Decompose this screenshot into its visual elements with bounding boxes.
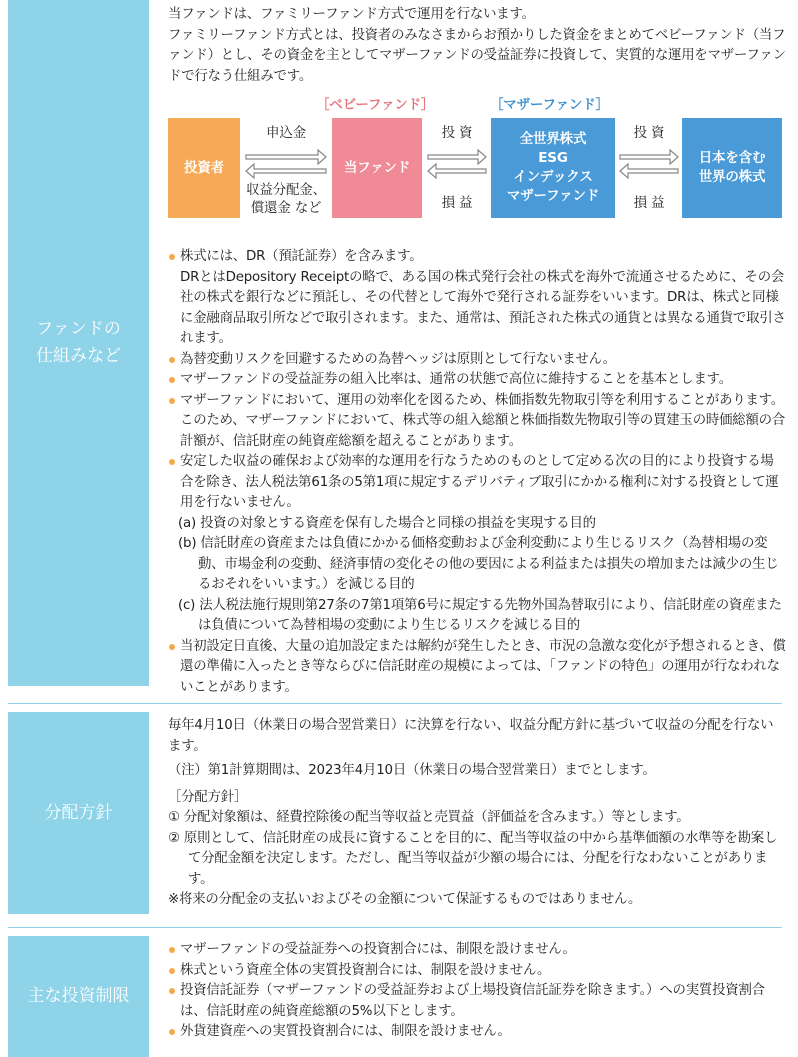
bullet-dr: 株式には、DR（預託証券）を含みます。 DRとはDepository Receiptの略で、ある国の株式発行会社の株式を海外で流通させるために、その会社の株式を銀行などに預託し、その代替として海外で発行される証券をいいます。DRは、株式と同様に金融商品取引所などで取引されます。また、通常は、預託された株式の通貨とは異なる通貨で取引されます。 <box>168 247 786 350</box>
flow2-top-label: 投 資 <box>441 125 473 141</box>
distribution-item2: ② 原則として、信託財産の成長に資することを目的に、配当等収益の中から基準価額の水準等を勘案して分配金額を決定します。ただし、配当等収益が少額の場合には、分配を行なわないことがあります。 <box>168 830 778 887</box>
distribution-body <box>168 716 786 911</box>
sub-item-b: (b) 信託財産の資産または負債にかかる価格変動および金利変動により生じるリスク（為替相場の変動、市場金利の変動、経済事情の変化その他の要因による利益または損失の増加または減少の生じるおそれをいいます。）を減じる目的 <box>178 536 779 592</box>
distribution-label-text: 分配方針 <box>44 802 113 823</box>
flow3-top-label: 投 資 <box>633 125 665 141</box>
target-box-text: 日本を含む 世界の株式 <box>698 150 766 185</box>
distribution-note: ※将来の分配金の支払いおよびその金額について保証するものではありません。 <box>168 892 642 907</box>
bullet-ratio: マザーファンドの受益証券の組入比率は、通常の状態で高位に維持することを基本とします。 <box>168 370 786 391</box>
bullet-initial: 当初設定日直後、大量の追加設定または解約が発生したとき、市況の急激な変化が予想されるとき、償還の準備に入ったとき等ならびに信託財産の規模によっては、「ファンドの特色」の運用が行なわれないことがあります。 <box>168 637 786 699</box>
restrictions-body <box>168 940 786 1043</box>
this-fund-box <box>332 118 422 218</box>
this-fund-box-text: 当ファンド <box>343 159 411 176</box>
distribution-heading: ［分配方針］ <box>168 789 248 805</box>
restriction-1: マザーファンドの受益証券への投資割合には、制限を設けません。 <box>168 940 786 961</box>
distribution-para1: 毎年4月10日（休業日の場合翌営業日）に決算を行ない、収益分配方針に基づいて収益の分配を行ないます。 <box>168 718 774 754</box>
flow2-bottom-label: 損 益 <box>441 195 473 211</box>
bullet-derivatives: 安定した収益の確保および効率的な運用を行なうためのものとして定める次の目的により投資する場合を除き、法人税法第61条の5第1項に規定するデリバティブ取引にかかる権利に対する投資として運用を行ないません。 <box>168 452 786 514</box>
divider-2 <box>8 927 782 928</box>
bullet-futures: マザーファンドにおいて、運用の効率化を図るため、株価指数先物取引等を利用することがあります。このため、マザーファンドにおいて、株式等の組入総額と株価指数先物取引等の買建玉の時価総額の合計額が、信託財産の純資産総額を超えることがあります。 <box>168 391 786 453</box>
sub-item-a: (a) 投資の対象とする資産を保有した場合と同様の損益を実現する目的 <box>178 515 596 531</box>
intro-line-1: 当ファンドは、ファミリーファンド方式で運用を行ないます。 <box>168 7 535 22</box>
flow3-bottom-label: 損 益 <box>633 195 665 211</box>
sub-item-c: (c) 法人税法施行規則第27条の7第1項第6号に規定する先物外国為替取引により、信託財産の資産または負債について為替相場の変動により生じるリスクを減じる目的 <box>178 597 782 633</box>
restrictions-label <box>8 936 149 1057</box>
divider-1 <box>8 703 782 704</box>
distribution-label <box>8 712 149 914</box>
bullet-hedge: 為替変動リスクを回避するための為替ヘッジは原則として行ないません。 <box>168 350 786 371</box>
restrictions-section <box>0 936 798 1057</box>
mother-fund-box <box>491 118 615 218</box>
family-fund-diagram <box>168 95 786 235</box>
intro-line-2: ファミリーファンド方式とは、投資者のみなさまからお預かりした資金をまとめてベビーファンド（当ファンド）とし、その資金を主としてマザーファンドの受益証券に投資して、実質的な運用をマザーファンドで行なう仕組みです。 <box>168 27 786 84</box>
fund-structure-label-text: ファンドの 仕組みなど <box>36 319 121 366</box>
restriction-2: 株式という資産全体の実質投資割合には、制限を設けません。 <box>168 961 786 982</box>
restriction-3: 投資信託証券（マザーファンドの受益証券および上場投資信託証券を除きます。）への実質投資割合は、信託財産の純資産総額の5%以下とします。 <box>168 981 786 1022</box>
flow3-arrows <box>618 149 680 179</box>
investor-box <box>168 118 240 218</box>
distribution-item1: ① 分配対象額は、経費控除後の配当等収益と売買益（評価益を含みます。）等とします。 <box>168 810 690 825</box>
baby-fund-tag: ［ベビーファンド］ <box>316 97 435 113</box>
restrictions-label-text: 主な投資制限 <box>27 986 130 1006</box>
fund-structure-label <box>8 0 149 686</box>
fund-structure-body <box>168 5 786 698</box>
mother-fund-box-text: 全世界株式 ESG インデックス マザーファンド <box>506 131 600 204</box>
investor-box-text: 投資者 <box>184 159 224 176</box>
restriction-4: 外貨建資産への実質投資割合には、制限を設けません。 <box>168 1022 786 1043</box>
target-box <box>682 118 782 218</box>
distribution-para2: （注）第1計算期間は、2023年4月10日（休業日の場合翌営業日）までとします。 <box>168 763 656 778</box>
flow1-top-label: 申込金 <box>266 125 306 141</box>
flow2-arrows <box>426 149 488 179</box>
flow1-bottom-label: 収益分配金、 償還金 など <box>246 182 326 216</box>
flow1-arrows <box>244 149 328 179</box>
mother-fund-tag: ［マザーファンド］ <box>490 97 609 113</box>
distribution-section <box>0 712 798 914</box>
